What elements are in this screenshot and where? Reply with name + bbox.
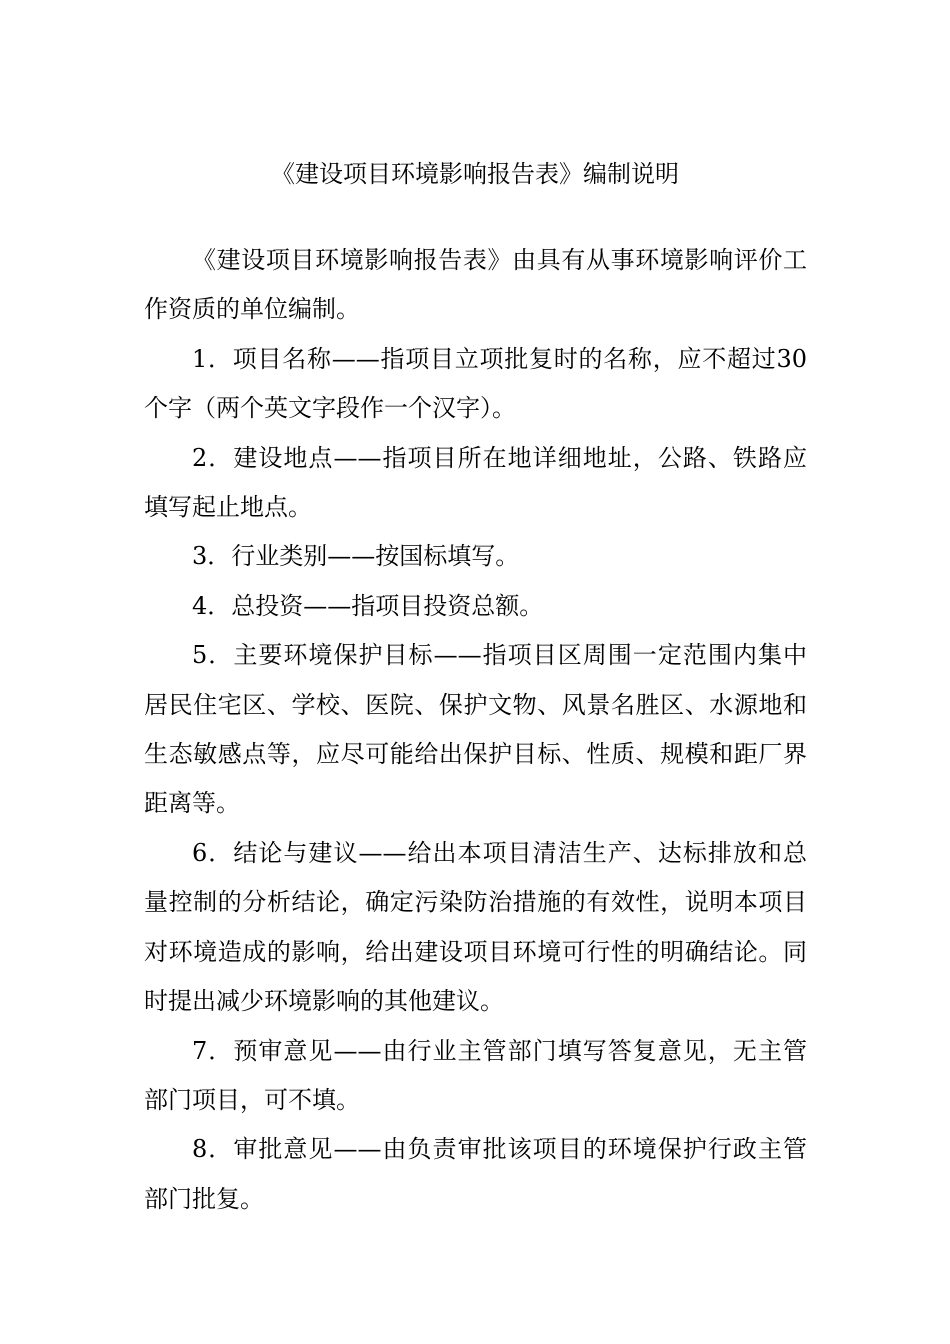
item-total-investment: 4．总投资——指项目投资总额。 xyxy=(192,591,544,620)
item-protection-targets: 5．主要环境保护目标——指项目区周围一定范围内集中居民住宅区、学校、医院、保护文物、风景名胜区、水源地和生态敏感点等，应尽可能给出保护目标、性质、规模和距厂界距离等。 xyxy=(144,641,807,818)
document-body xyxy=(144,236,807,1224)
item-preliminary-review: 7．预审意见——由行业主管部门填写答复意见，无主管部门项目，可不填。 xyxy=(144,1036,807,1114)
item-industry-category: 3．行业类别——按国标填写。 xyxy=(192,542,520,571)
document-title: 《建设项目环境影响报告表》编制说明 xyxy=(271,160,679,188)
item-project-name: 1．项目名称——指项目立项批复时的名称，应不超过30个字（两个英文字段作一个汉字）。 xyxy=(144,344,807,423)
intro-paragraph: 《建设项目环境影响报告表》由具有从事环境影响评价工作资质的单位编制。 xyxy=(144,246,807,324)
item-conclusions: 6．结论与建议——给出本项目清洁生产、达标排放和总量控制的分析结论，确定污染防治措施的有效性，说明本项目对环境造成的影响，给出建设项目环境可行性的明确结论。同时提出减少环境影响的其他建议。 xyxy=(144,838,807,1016)
item-approval-opinion: 8．审批意见——由负责审批该项目的环境保护行政主管部门批复。 xyxy=(144,1135,807,1213)
item-construction-site: 2．建设地点——指项目所在地详细地址，公路、铁路应填写起止地点。 xyxy=(144,443,807,522)
